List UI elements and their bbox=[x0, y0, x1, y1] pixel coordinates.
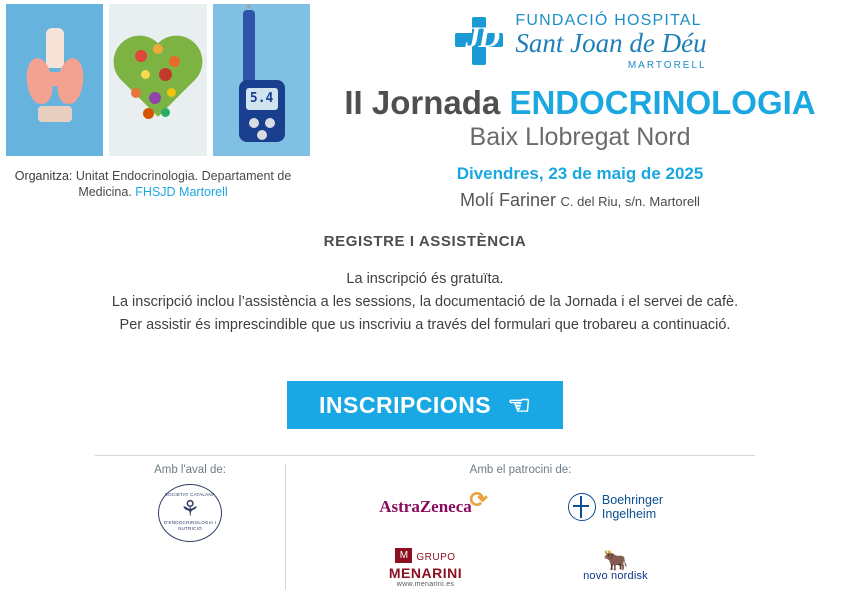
event-date: Divendres, 23 de maig de 2025 bbox=[456, 164, 704, 183]
organiza-text: Unitat Endocrinologia. Departament de Medicina. bbox=[72, 169, 292, 199]
sponsor-novonordisk bbox=[541, 544, 691, 590]
boehringer-cross-icon bbox=[568, 493, 596, 521]
seal-bottom-text: D'ENDOCRINOLOGIA I NUTRICIÓ bbox=[163, 520, 217, 531]
lancet-icon bbox=[243, 10, 255, 84]
boehringer-line-1: Boehringer bbox=[601, 493, 664, 507]
organiza-note bbox=[0, 156, 310, 200]
paragraph-3: Per assistir és imprescindible que us inscriviu a través del formulari que trobareu a continuació. bbox=[119, 317, 731, 333]
logo-text bbox=[515, 12, 706, 71]
venue-name: Molí Fariner bbox=[460, 190, 557, 210]
sponsor-boehringer bbox=[541, 484, 691, 530]
societat-catalana-seal-icon bbox=[158, 484, 222, 542]
organiza-highlight: FHSJD Martorell bbox=[135, 185, 228, 199]
heart-icon bbox=[121, 43, 195, 117]
astrazeneca-logo bbox=[379, 487, 488, 517]
seal-glyph-icon: ⚘ bbox=[180, 496, 200, 521]
sponsor-logos bbox=[286, 484, 755, 590]
glucometer-icon bbox=[239, 80, 285, 142]
header-block bbox=[310, 0, 850, 211]
menarini-line-2: MENARINI bbox=[388, 564, 463, 581]
logo-line-3: MARTORELL bbox=[627, 59, 707, 71]
page-subtitle: Baix Llobregat Nord bbox=[469, 123, 691, 151]
logo-monogram: JD bbox=[465, 21, 499, 54]
astrazeneca-label: AstraZeneca bbox=[379, 497, 472, 516]
boehringer-line-2: Ingelheim bbox=[601, 507, 657, 521]
paragraph-1: La inscripció és gratuïta. bbox=[346, 271, 504, 287]
venue-address: C. del Riu, s/n. Martorell bbox=[560, 194, 700, 209]
page-title bbox=[310, 84, 850, 122]
illustration-strip bbox=[0, 0, 310, 200]
patrocini-column bbox=[286, 464, 755, 590]
sponsor-astrazeneca bbox=[351, 484, 501, 530]
title-accent: ENDOCRINOLOGIA bbox=[509, 84, 816, 121]
glucose-reading: 5.4 bbox=[246, 88, 278, 110]
logo-line-2: Sant Joan de Déu bbox=[515, 27, 707, 58]
cross-icon bbox=[453, 15, 505, 67]
novonordisk-logo bbox=[583, 552, 648, 582]
thyroid-image bbox=[6, 4, 103, 156]
aval-column bbox=[95, 464, 286, 590]
patrocini-label: Amb el patrocini de: bbox=[469, 464, 572, 476]
cta-area bbox=[0, 381, 850, 429]
thyroid-icon bbox=[24, 28, 86, 124]
top-section bbox=[0, 0, 850, 211]
food-heart-image bbox=[109, 4, 206, 156]
hospital-logo bbox=[310, 6, 850, 76]
inscripcions-label: INSCRIPCIONS bbox=[319, 391, 492, 418]
menarini-url: www.menarini.es bbox=[396, 580, 455, 588]
paragraph-2: La inscripció inclou l’assistència a les sessions, la documentació de la Jornada i el servei de cafè. bbox=[111, 294, 739, 310]
sponsors-section bbox=[95, 455, 755, 590]
seal-top-text: SOCIETAT CATALANA bbox=[164, 492, 216, 497]
event-location bbox=[310, 190, 850, 211]
pointing-hand-icon: ☞ bbox=[507, 390, 531, 420]
glucometer-image bbox=[213, 4, 310, 156]
title-prefix: II Jornada bbox=[344, 84, 510, 121]
aval-label: Amb l'aval de: bbox=[154, 464, 226, 476]
organiza-lead: Organitza: bbox=[14, 169, 73, 183]
boehringer-logo bbox=[568, 493, 663, 521]
menarini-line-1: GRUPO bbox=[416, 551, 456, 563]
novonordisk-label: novo nordisk bbox=[583, 570, 648, 582]
menarini-mark-icon: M bbox=[395, 548, 412, 563]
logo-line-1: FUNDACIÓ HOSPITAL bbox=[515, 11, 702, 29]
novonordisk-bull-icon: 🐂 bbox=[603, 550, 628, 572]
body-text bbox=[0, 268, 850, 337]
sponsor-menarini bbox=[351, 544, 501, 590]
astrazeneca-swirl-icon: ⟳ bbox=[469, 487, 488, 512]
menarini-logo bbox=[389, 547, 462, 588]
section-title: REGISTRE I ASSISTÈNCIA bbox=[323, 233, 527, 250]
illustration-row bbox=[0, 4, 310, 156]
inscripcions-button[interactable] bbox=[287, 381, 563, 429]
